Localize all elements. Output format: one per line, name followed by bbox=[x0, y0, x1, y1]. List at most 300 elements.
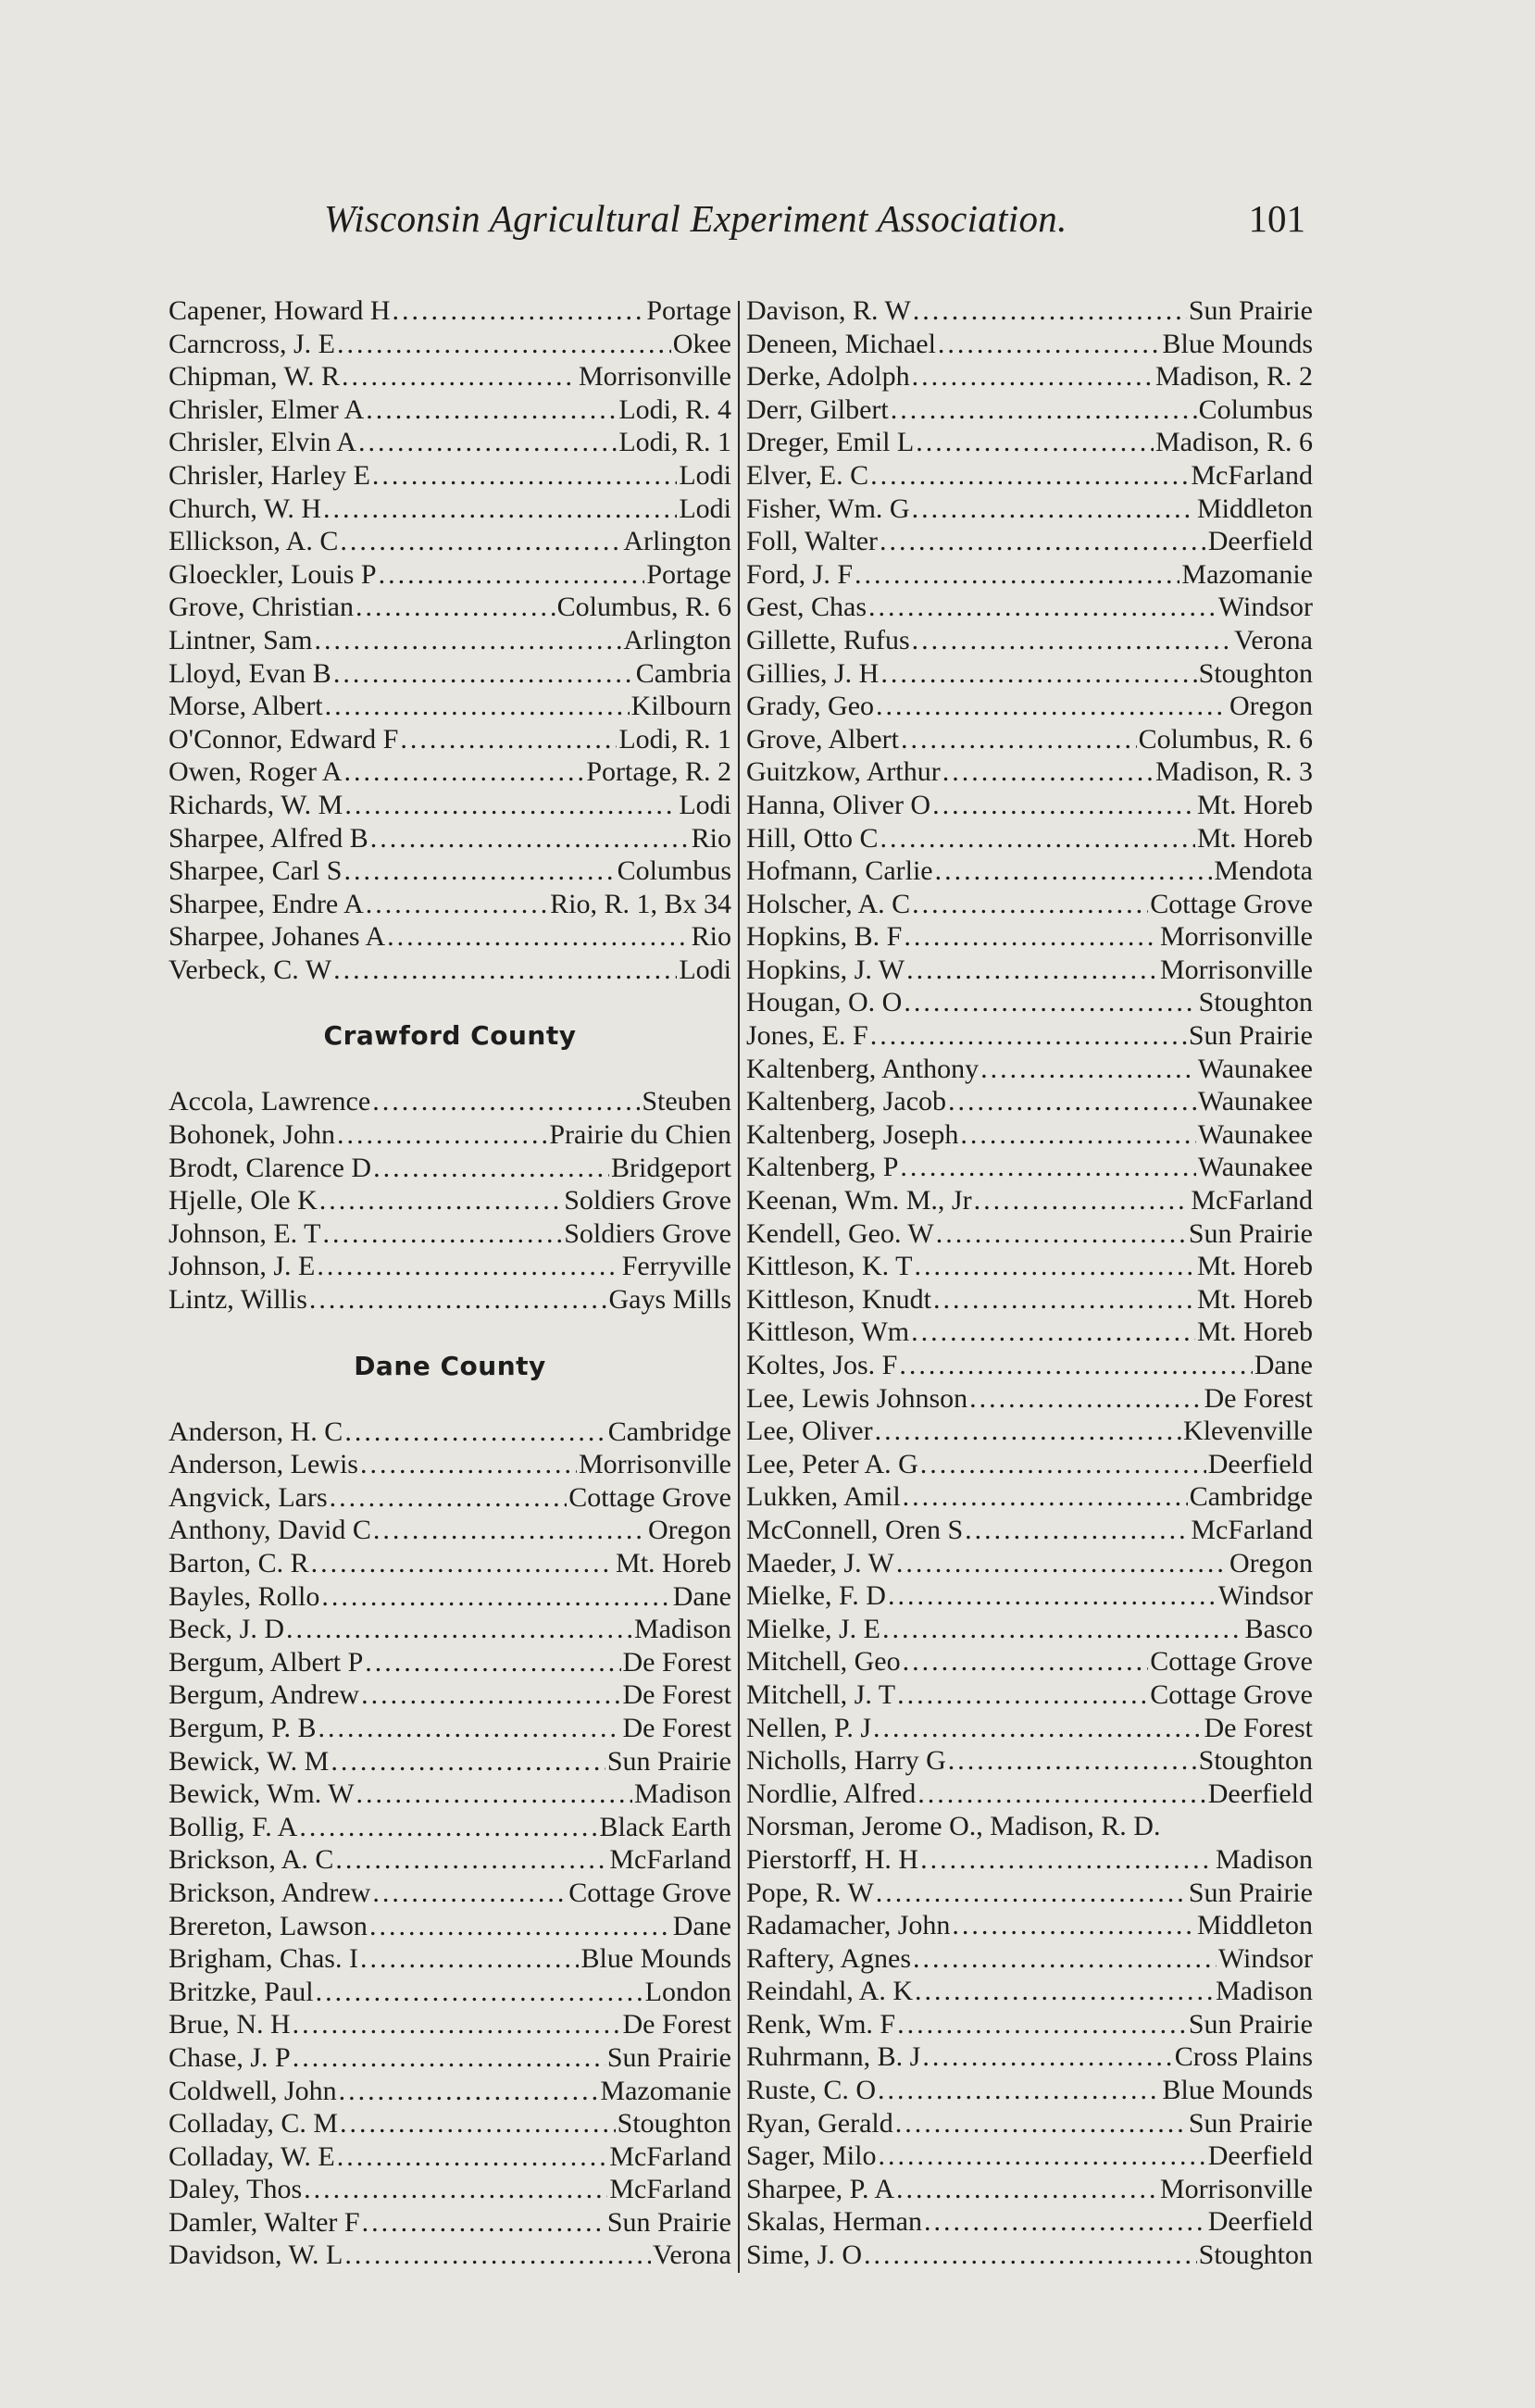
entry-name: Hopkins, B. F bbox=[746, 921, 903, 953]
list-item bbox=[168, 1481, 731, 1515]
dot-leader bbox=[361, 1678, 620, 1712]
list-item bbox=[746, 789, 1313, 822]
entry-place: Stoughton bbox=[617, 2108, 731, 2140]
dot-leader bbox=[330, 1481, 568, 1515]
dot-leader bbox=[317, 1250, 619, 1283]
dot-leader bbox=[933, 1283, 1195, 1316]
dot-leader bbox=[935, 855, 1213, 888]
list-item bbox=[168, 855, 731, 888]
list-group bbox=[746, 294, 1313, 2272]
entry-name: Hougan, O. O bbox=[746, 987, 903, 1018]
entry-name: Lloyd, Evan B bbox=[168, 657, 331, 689]
list-item bbox=[746, 1415, 1313, 1448]
entry-place: Mt. Horeb bbox=[1197, 822, 1313, 854]
dot-leader bbox=[358, 426, 617, 459]
entry-name: Capener, Howard H bbox=[168, 295, 391, 326]
list-item bbox=[168, 1877, 731, 1910]
list-item bbox=[168, 2140, 731, 2174]
list-item bbox=[168, 1646, 731, 1679]
entry-name: Maeder, J. W bbox=[746, 1547, 894, 1578]
dot-leader bbox=[318, 1712, 620, 1745]
entry-place: Cambridge bbox=[1189, 1481, 1313, 1513]
entry-name: Kaltenberg, P bbox=[746, 1152, 899, 1183]
entry-name: Sharpee, Johanes A bbox=[168, 921, 386, 953]
entry-name: Britzke, Paul bbox=[168, 1976, 314, 2007]
list-item bbox=[746, 1217, 1313, 1251]
entry-name: Renk, Wm. F bbox=[746, 2008, 896, 2040]
entry-place: Windsor bbox=[1217, 1942, 1313, 1974]
entry-place: Columbus bbox=[617, 855, 731, 887]
dot-leader bbox=[360, 1942, 580, 1976]
entry-name: Derke, Adolph bbox=[746, 361, 910, 393]
entry-place: Mt. Horeb bbox=[1197, 1283, 1313, 1315]
entry-name: Raftery, Agnes bbox=[746, 1942, 912, 1974]
entry-place: Deerfield bbox=[1207, 526, 1313, 557]
dot-leader bbox=[896, 2173, 1158, 2206]
list-item bbox=[168, 2107, 731, 2140]
list-item bbox=[168, 1085, 731, 1118]
dot-leader bbox=[922, 2040, 1172, 2074]
list-item bbox=[746, 1480, 1313, 1514]
dot-leader bbox=[309, 1283, 607, 1316]
dot-leader bbox=[373, 1514, 646, 1547]
list-item bbox=[746, 1843, 1313, 1877]
entry-place: Ferryville bbox=[621, 1251, 731, 1282]
entry-place: Klevenville bbox=[1183, 1416, 1313, 1447]
entry-name: Mitchell, J. T bbox=[746, 1678, 896, 1710]
entry-place: De Forest bbox=[622, 1646, 731, 1678]
entry-place: Verona bbox=[653, 2240, 731, 2271]
dot-leader bbox=[903, 1480, 1188, 1514]
entry-name: Anderson, H. C bbox=[168, 1416, 343, 1447]
dot-leader bbox=[920, 1843, 1214, 1877]
list-item bbox=[168, 328, 731, 361]
dot-leader bbox=[904, 986, 1196, 1019]
entry-name: Daley, Thos bbox=[168, 2174, 303, 2205]
dot-leader bbox=[319, 1184, 562, 1217]
dot-leader bbox=[880, 525, 1206, 558]
dot-leader bbox=[372, 1085, 640, 1118]
entry-name: Chrisler, Elvin A bbox=[168, 427, 356, 458]
list-item bbox=[168, 723, 731, 756]
list-item bbox=[168, 558, 731, 592]
entry-name: Kendell, Geo. W bbox=[746, 1217, 934, 1249]
entry-name: Mitchell, Geo bbox=[746, 1646, 901, 1678]
dot-leader bbox=[372, 1877, 567, 1910]
list-item bbox=[746, 1053, 1313, 1086]
dot-leader bbox=[342, 360, 577, 393]
entry-place: Verona bbox=[1234, 624, 1313, 655]
list-item bbox=[746, 426, 1313, 459]
dot-leader bbox=[913, 294, 1187, 328]
list-item bbox=[168, 1942, 731, 1976]
entry-name: Sharpee, Carl S bbox=[168, 855, 343, 887]
entry-place: Madison bbox=[1216, 1976, 1313, 2007]
dot-leader bbox=[904, 920, 1158, 954]
dot-leader bbox=[916, 426, 1154, 459]
entry-name: Hopkins, J. W bbox=[746, 954, 905, 985]
list-item bbox=[746, 1744, 1313, 1778]
entry-place: Middleton bbox=[1197, 493, 1313, 524]
entry-name: Sager, Milo bbox=[746, 2140, 877, 2172]
entry-place: Deerfield bbox=[1207, 2140, 1313, 2172]
list-item bbox=[168, 624, 731, 657]
entry-name: Nellen, P. J bbox=[746, 1712, 871, 1743]
list-item bbox=[168, 2008, 731, 2041]
entry-place: Arlington bbox=[623, 624, 731, 655]
entry-place: Sun Prairie bbox=[1188, 2107, 1313, 2139]
dot-leader bbox=[880, 657, 1196, 691]
entry-name: Norsman, Jerome O., Madison, R. D. bbox=[746, 1811, 1161, 1842]
entry-name: Kittleson, Knudt bbox=[746, 1283, 931, 1315]
entry-name: Ellickson, A. C bbox=[168, 526, 339, 557]
dot-leader bbox=[878, 2140, 1205, 2173]
list-item bbox=[746, 1613, 1313, 1646]
entry-place: Lodi, R. 1 bbox=[618, 723, 731, 755]
entry-place: Madison, R. 6 bbox=[1154, 427, 1313, 458]
entry-name: Brickson, Andrew bbox=[168, 1877, 371, 1908]
entry-name: Pope, R. W bbox=[746, 1877, 874, 1908]
entry-place: McFarland bbox=[609, 1844, 731, 1876]
entry-place: Portage bbox=[646, 558, 731, 590]
dot-leader bbox=[299, 1811, 597, 1844]
entry-place: Cross Plains bbox=[1174, 2041, 1313, 2073]
list-item bbox=[746, 1877, 1313, 1910]
list-item bbox=[168, 2075, 731, 2108]
entry-place: Sun Prairie bbox=[606, 1745, 731, 1777]
entry-place: Sun Prairie bbox=[1188, 2008, 1313, 2040]
list-item bbox=[746, 525, 1313, 558]
entry-name: Foll, Walter bbox=[746, 526, 879, 557]
entry-name: Kittleson, Wm bbox=[746, 1316, 910, 1348]
entry-place: McFarland bbox=[609, 2140, 731, 2172]
entry-name: Kaltenberg, Jacob bbox=[746, 1086, 947, 1117]
entry-place: Madison, R. 2 bbox=[1154, 361, 1313, 393]
entry-name: Bewick, W. M bbox=[168, 1745, 330, 1777]
entry-place: Morrisonville bbox=[1160, 2173, 1313, 2204]
entry-place: Mazomanie bbox=[600, 2075, 731, 2106]
entry-name: Grove, Christian bbox=[168, 592, 354, 623]
list-item bbox=[746, 1712, 1313, 1745]
entry-place: Stoughton bbox=[1198, 657, 1313, 689]
entry-name: Lintner, Sam bbox=[168, 624, 313, 655]
list-item bbox=[746, 1942, 1313, 1976]
dot-leader bbox=[980, 1053, 1196, 1086]
dot-leader bbox=[343, 855, 615, 888]
entry-name: Chrisler, Harley E bbox=[168, 459, 370, 491]
list-item bbox=[746, 558, 1313, 592]
dot-leader bbox=[344, 2239, 651, 2272]
entry-name: Lee, Peter A. G bbox=[746, 1448, 918, 1479]
dot-leader bbox=[286, 1613, 632, 1646]
list-item bbox=[746, 1547, 1313, 1580]
entry-name: Beck, J. D bbox=[168, 1614, 284, 1645]
dot-leader bbox=[924, 2205, 1206, 2239]
list-item bbox=[168, 591, 731, 624]
entry-place: Middleton bbox=[1197, 1910, 1313, 1941]
list-item bbox=[168, 690, 731, 723]
dot-leader bbox=[880, 822, 1196, 855]
entry-place: Steuben bbox=[642, 1086, 731, 1117]
dot-leader bbox=[912, 624, 1232, 657]
dot-leader bbox=[339, 2075, 599, 2108]
list-group bbox=[168, 1416, 731, 2272]
entry-place: Mendota bbox=[1214, 855, 1313, 887]
entry-place: Morrisonville bbox=[579, 1449, 731, 1480]
dot-leader bbox=[897, 1678, 1148, 1712]
entry-name: Bergum, Andrew bbox=[168, 1679, 360, 1711]
list-item bbox=[746, 360, 1313, 393]
entry-name: Sharpee, Alfred B bbox=[168, 822, 368, 854]
dot-leader bbox=[855, 558, 1179, 592]
dot-leader bbox=[314, 624, 621, 657]
list-item bbox=[746, 1579, 1313, 1613]
entry-place: Soldiers Grove bbox=[564, 1217, 731, 1249]
entry-place: Lodi bbox=[679, 789, 731, 820]
dot-leader bbox=[870, 459, 1189, 493]
list-item bbox=[746, 920, 1313, 954]
entry-place: Dane bbox=[672, 1580, 731, 1612]
entry-place: Windsor bbox=[1217, 1580, 1313, 1612]
entry-place: Morrisonville bbox=[1160, 954, 1313, 985]
entry-name: Bayles, Rollo bbox=[168, 1580, 320, 1612]
entry-name: Chipman, W. R bbox=[168, 361, 341, 393]
entry-place: Waunakee bbox=[1197, 1053, 1313, 1084]
entry-name: Brue, N. H bbox=[168, 2009, 291, 2040]
list-item bbox=[168, 1514, 731, 1547]
entry-name: Kaltenberg, Joseph bbox=[746, 1118, 959, 1150]
entry-name: Coldwell, John bbox=[168, 2075, 337, 2106]
list-item bbox=[168, 393, 731, 427]
entry-name: Anthony, David C bbox=[168, 1515, 371, 1546]
entry-name: Kittleson, K. T bbox=[746, 1251, 913, 1282]
entry-place: Morrisonville bbox=[579, 361, 731, 393]
entry-place: De Forest bbox=[622, 2009, 731, 2040]
entry-name: Morse, Albert bbox=[168, 691, 323, 722]
list-item bbox=[746, 493, 1313, 526]
dot-leader bbox=[875, 1415, 1181, 1448]
list-item bbox=[168, 2239, 731, 2272]
entry-name: Dreger, Emil L bbox=[746, 427, 915, 458]
dot-leader bbox=[912, 493, 1195, 526]
list-item bbox=[168, 1152, 731, 1185]
dot-leader bbox=[325, 690, 630, 723]
list-item bbox=[746, 888, 1313, 921]
entry-place: Madison bbox=[634, 1614, 731, 1645]
list-item bbox=[746, 1448, 1313, 1481]
list-item bbox=[168, 822, 731, 855]
entry-place: Black Earth bbox=[599, 1811, 731, 1842]
list-item bbox=[746, 1151, 1313, 1184]
entry-place: Waunakee bbox=[1197, 1152, 1313, 1183]
list-item bbox=[746, 855, 1313, 888]
dot-leader bbox=[335, 1843, 607, 1877]
entry-name: Colladay, C. M bbox=[168, 2108, 339, 2140]
dot-leader bbox=[901, 723, 1137, 756]
page-header bbox=[324, 196, 1305, 252]
entry-name: Hofmann, Carlie bbox=[746, 855, 933, 887]
dot-leader bbox=[293, 2041, 605, 2075]
entry-name: Colladay, W. E bbox=[168, 2140, 335, 2172]
list-item bbox=[168, 755, 731, 789]
list-item bbox=[746, 294, 1313, 328]
entry-place: Mt. Horeb bbox=[616, 1548, 731, 1578]
entry-name: Derr, Gilbert bbox=[746, 393, 889, 425]
dot-leader bbox=[331, 1745, 605, 1778]
dot-leader bbox=[379, 558, 645, 592]
county-heading-crawford: Crawford County bbox=[323, 1020, 577, 1052]
entry-name: Lintz, Willis bbox=[168, 1284, 307, 1316]
entry-place: De Forest bbox=[1204, 1712, 1313, 1743]
entry-name: Gloeckler, Louis P bbox=[168, 558, 377, 590]
dot-leader bbox=[333, 954, 677, 987]
list-item bbox=[168, 920, 731, 954]
dot-leader bbox=[316, 1976, 643, 2009]
entry-name: Lee, Oliver bbox=[746, 1416, 873, 1447]
dot-leader bbox=[952, 1909, 1195, 1942]
dot-leader bbox=[942, 755, 1154, 789]
entry-place: De Forest bbox=[622, 1679, 731, 1711]
entry-place: Mazomanie bbox=[1181, 558, 1313, 590]
entry-name: Hjelle, Ole K bbox=[168, 1185, 318, 1216]
dot-leader bbox=[356, 591, 555, 624]
entry-place: Deerfield bbox=[1207, 2206, 1313, 2238]
entry-place: Arlington bbox=[623, 526, 731, 557]
entry-name: Keenan, Wm. M., Jr bbox=[746, 1185, 972, 1216]
list-item bbox=[168, 294, 731, 328]
entry-name: Jones, E. F bbox=[746, 1020, 868, 1052]
dot-leader bbox=[360, 1448, 577, 1481]
dot-leader bbox=[365, 1646, 620, 1679]
list-item bbox=[168, 360, 731, 393]
entry-name: Ford, J. F bbox=[746, 558, 854, 590]
dot-leader bbox=[895, 2107, 1187, 2140]
entry-name: Grove, Albert bbox=[746, 723, 899, 755]
dot-leader bbox=[965, 1514, 1189, 1547]
entry-place: Rio bbox=[691, 921, 731, 953]
list-item bbox=[746, 2173, 1313, 2206]
entry-place: Cambria bbox=[635, 657, 731, 689]
entry-name: Sharpee, Endre A bbox=[168, 888, 364, 919]
dot-leader bbox=[903, 1645, 1149, 1678]
list-item bbox=[746, 1975, 1313, 2008]
dot-leader bbox=[344, 1416, 605, 1449]
dot-leader bbox=[370, 822, 690, 855]
entry-name: Sime, J. O bbox=[746, 2240, 863, 2271]
entry-name: Carncross, J. E bbox=[168, 328, 335, 359]
dot-leader bbox=[337, 328, 671, 361]
dot-leader bbox=[960, 1118, 1195, 1152]
entry-place: Madison bbox=[1216, 1843, 1313, 1875]
dot-leader bbox=[899, 1349, 1252, 1382]
entry-place: Prairie du Chien bbox=[549, 1119, 731, 1151]
list-item bbox=[746, 954, 1313, 987]
entry-name: Deneen, Michael bbox=[746, 328, 936, 359]
entry-place: Portage, R. 2 bbox=[586, 756, 731, 788]
entry-place: Oregon bbox=[648, 1515, 731, 1546]
dot-leader bbox=[387, 920, 690, 954]
entry-place: Blue Mounds bbox=[580, 1943, 731, 1975]
list-item bbox=[746, 1514, 1313, 1547]
dot-leader bbox=[293, 2008, 621, 2041]
list-item bbox=[746, 986, 1313, 1019]
entry-name: Gillies, J. H bbox=[746, 657, 880, 689]
dot-leader bbox=[311, 1547, 614, 1580]
entry-name: Skalas, Herman bbox=[746, 2206, 922, 2238]
list-item bbox=[746, 1645, 1313, 1678]
list-item bbox=[746, 393, 1313, 427]
entry-place: Gays Mills bbox=[608, 1284, 731, 1316]
entry-place: Basco bbox=[1244, 1613, 1313, 1644]
dot-leader bbox=[337, 2140, 608, 2174]
entry-place: Mt. Horeb bbox=[1197, 789, 1313, 820]
list-item bbox=[746, 1778, 1313, 1811]
dot-leader bbox=[891, 393, 1197, 427]
entry-name: Guitzkow, Arthur bbox=[746, 756, 941, 788]
entry-place: Dane bbox=[1254, 1350, 1313, 1380]
list-item bbox=[746, 690, 1313, 723]
dot-leader bbox=[340, 525, 621, 558]
left-column bbox=[168, 294, 731, 2272]
dot-leader bbox=[920, 1448, 1206, 1481]
dot-leader bbox=[344, 789, 677, 822]
list-item bbox=[746, 1382, 1313, 1416]
entry-name: Mielke, J. E bbox=[746, 1613, 880, 1644]
entry-name: Gest, Chas bbox=[746, 592, 867, 623]
entry-place: Cottage Grove bbox=[1150, 888, 1313, 919]
entry-place: Columbus, R. 6 bbox=[556, 592, 731, 623]
entry-place: Sun Prairie bbox=[1188, 1020, 1313, 1052]
entry-name: Mielke, F. D bbox=[746, 1580, 886, 1612]
list-item bbox=[168, 954, 731, 987]
entry-place: Morrisonville bbox=[1160, 921, 1313, 953]
dot-leader bbox=[366, 393, 617, 427]
list-item bbox=[168, 1778, 731, 1811]
list-item bbox=[168, 1745, 731, 1778]
list-item bbox=[746, 1810, 1313, 1843]
entry-name: Brickson, A. C bbox=[168, 1844, 334, 1876]
entry-place: Blue Mounds bbox=[1162, 2075, 1313, 2106]
entry-place: Columbus bbox=[1198, 393, 1313, 425]
list-item bbox=[168, 1678, 731, 1712]
dot-leader bbox=[393, 294, 645, 328]
entry-place: Waunakee bbox=[1197, 1118, 1313, 1150]
entry-place: Sun Prairie bbox=[606, 2206, 731, 2238]
entry-place: Cottage Grove bbox=[1150, 1646, 1313, 1678]
entry-place: Stoughton bbox=[1198, 987, 1313, 1018]
dot-leader bbox=[864, 2239, 1197, 2272]
list-item bbox=[168, 1250, 731, 1283]
dot-leader bbox=[876, 1877, 1187, 1910]
entry-place: Rio bbox=[691, 822, 731, 854]
list-item bbox=[168, 1547, 731, 1580]
entry-place: Sun Prairie bbox=[606, 2041, 731, 2073]
dot-leader bbox=[900, 1151, 1195, 1184]
entry-place: Oregon bbox=[1229, 691, 1313, 722]
list-item bbox=[746, 2008, 1313, 2041]
dot-leader bbox=[932, 789, 1195, 822]
entry-name: Brereton, Lawson bbox=[168, 1910, 368, 1941]
entry-name: Reindahl, A. K bbox=[746, 1976, 913, 2007]
list-item bbox=[746, 2107, 1313, 2140]
list-item bbox=[746, 1250, 1313, 1283]
dot-leader bbox=[873, 1712, 1203, 1745]
list-item bbox=[168, 1811, 731, 1844]
entry-name: Davison, R. W bbox=[746, 295, 911, 326]
list-item bbox=[746, 2074, 1313, 2107]
dot-leader bbox=[356, 1778, 632, 1811]
dot-leader bbox=[366, 888, 548, 921]
